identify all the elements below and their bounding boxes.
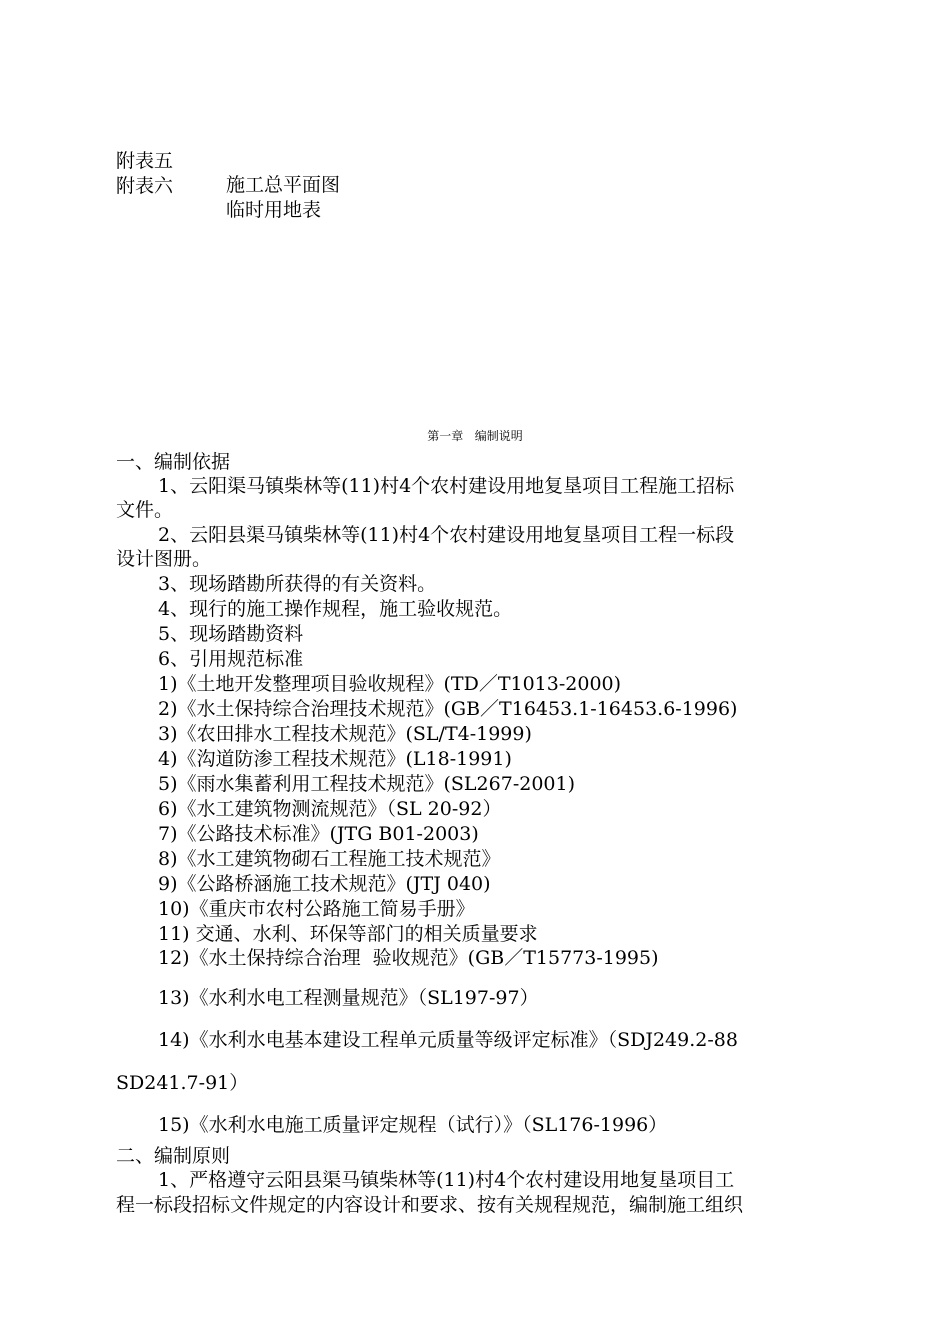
appendix-text: 临时用地表 bbox=[226, 199, 322, 221]
standard-item: 9)《公路桥涵施工技术规范》(JTJ 040) bbox=[158, 873, 491, 895]
standard-item: 2)《水土保持综合治理技术规范》(GB／T16453.1-16453.6-1996) bbox=[158, 698, 738, 720]
basis-item-2-cont: 设计图册。 bbox=[116, 548, 212, 570]
standard-item: 12)《水土保持综合治理 验收规范》(GB／T15773-1995) bbox=[158, 947, 659, 969]
basis-item-5: 5、现场踏勘资料 bbox=[158, 623, 304, 645]
standard-item: 4)《沟道防渗工程技术规范》(L18-1991) bbox=[158, 748, 512, 770]
standard-item: 11) 交通、水利、环保等部门的相关质量要求 bbox=[158, 923, 538, 945]
basis-item-1: 1、云阳渠马镇柴林等(11)村4个农村建设用地复垦项目工程施工招标 bbox=[158, 475, 735, 497]
standard-item: 10)《重庆市农村公路施工简易手册》 bbox=[158, 898, 475, 920]
section-heading: 一、编制依据 bbox=[116, 451, 231, 473]
appendix-label: 附表六 bbox=[116, 175, 174, 197]
standard-item-14-cont: SD241.7-91） bbox=[116, 1072, 249, 1094]
standard-item: 7)《公路技术标准》(JTG B01-2003) bbox=[158, 823, 479, 845]
standard-item: 5)《雨水集蓄利用工程技术规范》(SL267-2001) bbox=[158, 773, 575, 795]
standard-item-14: 14)《水利水电基本建设工程单元质量等级评定标准》（SDJ249.2-88 bbox=[158, 1029, 738, 1051]
standard-item-15: 15)《水利水电施工质量评定规程（试行）》（SL176-1996） bbox=[158, 1114, 668, 1136]
basis-item-2: 2、云阳县渠马镇柴林等(11)村4个农村建设用地复垦项目工程一标段 bbox=[158, 524, 735, 546]
basis-item-4: 4、现行的施工操作规程，施工验收规范。 bbox=[158, 598, 513, 620]
standard-item: 6)《水工建筑物测流规范》（SL 20-92） bbox=[158, 798, 502, 820]
standard-item: 8)《水工建筑物砌石工程施工技术规范》 bbox=[158, 848, 501, 870]
principle-item-1-cont: 程一标段招标文件规定的内容设计和要求、按有关规程规范，编制施工组织 bbox=[116, 1194, 744, 1216]
appendix-label: 附表五 bbox=[116, 150, 174, 172]
principle-item-1: 1、严格遵守云阳县渠马镇柴林等(11)村4个农村建设用地复垦项目工 bbox=[158, 1169, 735, 1191]
basis-item-3: 3、现场踏勘所获得的有关资料。 bbox=[158, 573, 437, 595]
standard-item: 1)《土地开发整理项目验收规程》(TD／T1013-2000) bbox=[158, 673, 622, 695]
standard-item: 3)《农田排水工程技术规范》(SL/T4-1999) bbox=[158, 723, 532, 745]
section-heading: 二、编制原则 bbox=[116, 1145, 231, 1167]
chapter-title: 第一章 编制说明 bbox=[427, 429, 523, 443]
basis-item-1-cont: 文件。 bbox=[116, 499, 174, 521]
appendix-text: 施工总平面图 bbox=[226, 174, 341, 196]
standard-item-13: 13)《水利水电工程测量规范》（SL197-97） bbox=[158, 987, 539, 1009]
basis-item-6: 6、引用规范标准 bbox=[158, 648, 304, 670]
